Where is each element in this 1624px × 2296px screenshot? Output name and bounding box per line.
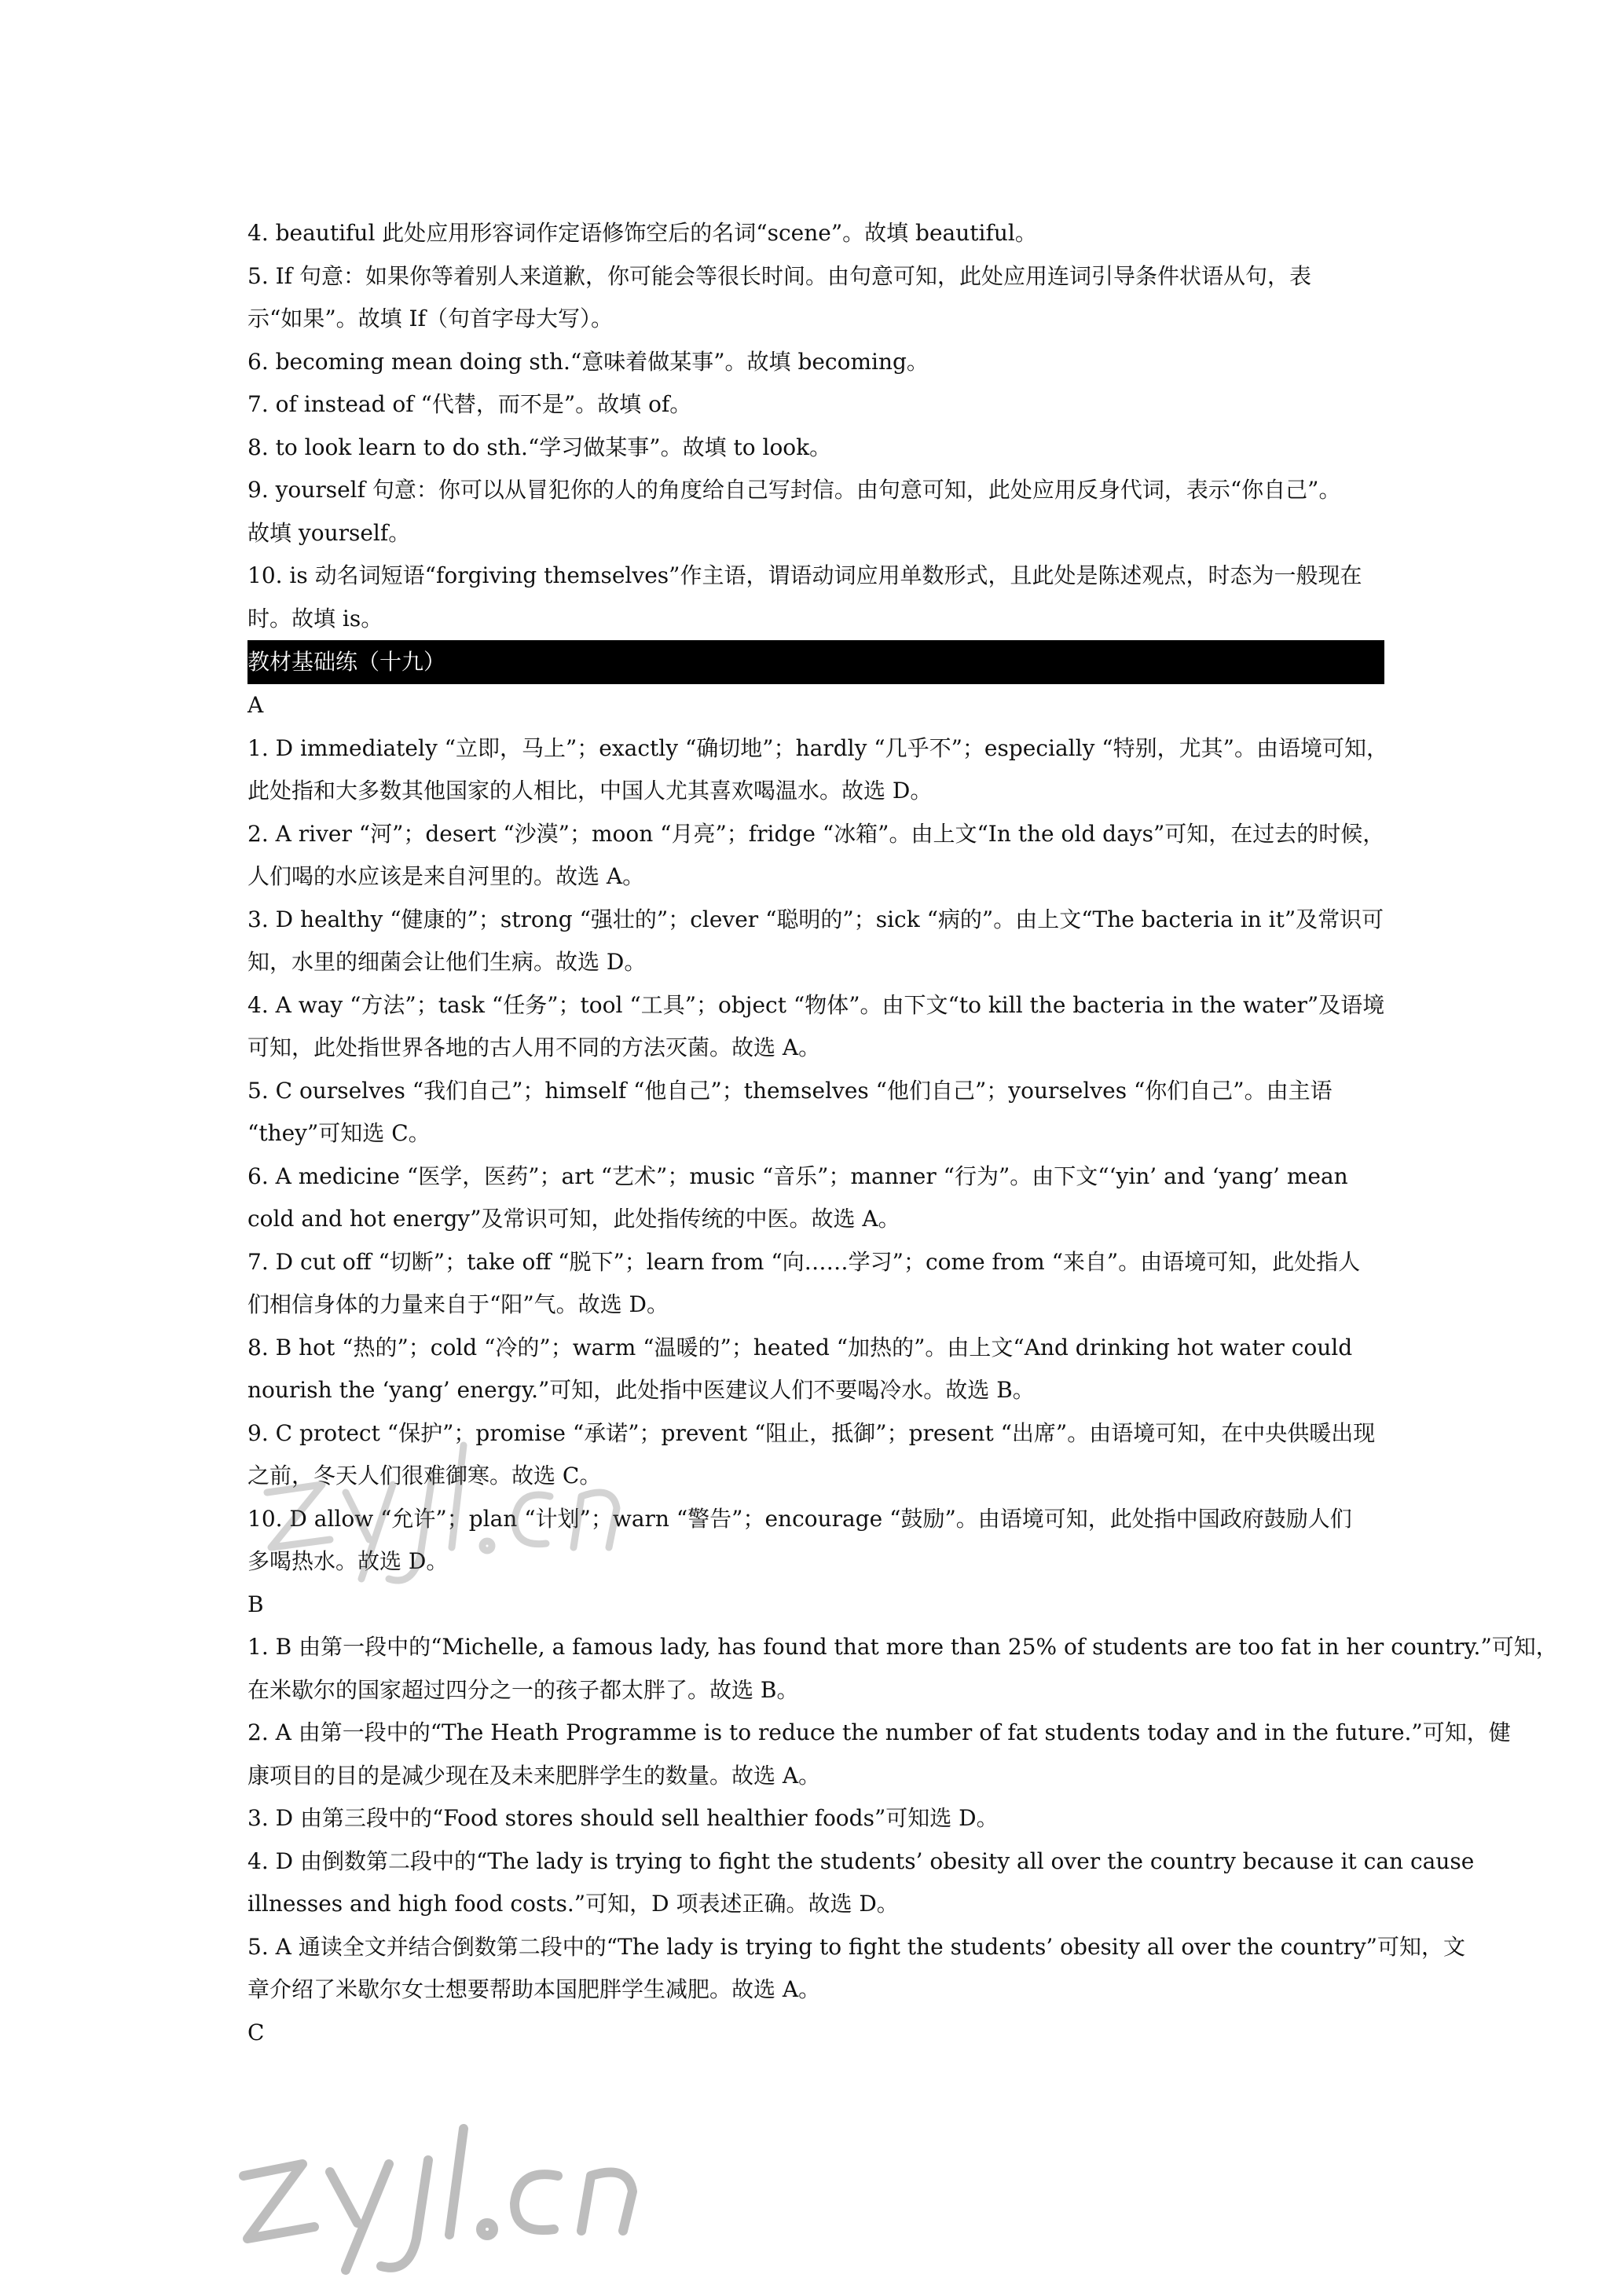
text-line: 1. B 由第一段中的“Michelle, a famous lady, has found that more than 25% of students are too fat in her country.”可知， [247,1634,1558,1660]
text-line: 人们喝的水应该是来自河里的。故选 A。 [247,863,645,889]
text-line: 6. A medicine “医学，医药”；art “艺术”；music “音乐”；manner “行为”。由下文“‘yin’ and ‘yang’ mean [247,1163,1348,1189]
text-line: 多喝热水。故选 D。 [247,1548,449,1574]
watermark-logo [251,1430,660,1602]
text-line: 时。故填 is。 [247,605,383,632]
text-line: 2. A river “河”；desert “沙漠”；moon “月亮”；fridge “冰箱”。由上文“In the old days”可知，在过去的时候， [247,820,1385,847]
text-line: 5. If 句意：如果你等着别人来道歉，你可能会等很长时间。由句意可知，此处应用连词引导条件状语从句，表 [247,262,1311,289]
text-line: 7. of instead of “代替，而不是”。故填 of。 [247,391,692,417]
text-line: 5. A 通读全文并结合倒数第二段中的“The lady is trying to fight the students’ obesity all over the country”可知，文 [247,1933,1465,1960]
text-line: 1. D immediately “立即，马上”；exactly “确切地”；hardly “几乎不”；especially “特别，尤其”。由语境可知， [247,734,1388,761]
text-line: “they”可知选 C。 [247,1120,431,1146]
text-line: 9. yourself 句意：你可以从冒犯你的人的角度给自己写封信。由句意可知，此处应用反身代词，表示“你自己”。 [247,477,1341,503]
text-line: 5. C ourselves “我们自己”；himself “他自己”；themselves “他们自己”；yourselves “你们自己”。由主语 [247,1077,1333,1104]
text-line: 章介绍了米歇尔女士想要帮助本国肥胖学生减肥。故选 A。 [247,1976,821,2002]
text-line: illnesses and high food costs.”可知，D 项表述正确。故选 D。 [247,1891,899,1917]
text-line: 2. A 由第一段中的“The Heath Programme is to reduce the number of fat students today and in the future.”可知，健 [247,1719,1511,1745]
text-line: 3. D healthy “健康的”；strong “强壮的”；clever “聪明的”；sick “病的”。由上文“The bacteria in it”及常识可 [247,906,1384,932]
text-line: 此处指和大多数其他国家的人相比，中国人尤其喜欢喝温水。故选 D。 [247,778,933,804]
answer-page [247,212,1558,2054]
text-line: 之前，冬天人们很难御寒。故选 C。 [247,1463,602,1489]
text-line: 康项目的目的是减少现在及未来肥胖学生的数量。故选 A。 [247,1762,821,1789]
text-line: 4. beautiful 此处应用形容词作定语修饰空后的名词“scene”。故填 beautiful。 [247,220,1037,246]
text-line: 可知，此处指世界各地的古人用不同的方法灭菌。故选 A。 [247,1034,821,1060]
text-line: 8. to look learn to do sth.“学习做某事”。故填 to look。 [247,434,832,460]
section-title: 教材基础练（十九） [247,649,446,675]
text-line: 3. D 由第三段中的“Food stores should sell healthier foods”可知选 D。 [247,1805,999,1831]
text-line: B [247,1591,264,1617]
text-line: 7. D cut off “切断”；take off “脱下”；learn from “向……学习”；come from “来自”。由语境可知，此处指人 [247,1248,1361,1275]
text-block-bottom [247,684,1558,2054]
section-title-bar [247,640,1384,684]
text-line: 示“如果”。故填 If（句首字母大写）。 [247,306,613,331]
text-block-top [247,212,1395,640]
text-line: 4. A way “方法”；task “任务”；tool “工具”；object “物体”。由下文“to kill the bacteria in the water”及语境 [247,991,1385,1018]
text-line: 9. C protect “保护”；promise “承诺”；prevent “阻止，抵御”；present “出席”。由语境可知，在中央供暖出现 [247,1419,1376,1446]
text-line: 们相信身体的力量来自于“阳”气。故选 D。 [247,1291,669,1317]
text-line: 10. D allow “允许”；plan “计划”；warn “警告”；encourage “鼓励”。由语境可知，此处指中国政府鼓励人们 [247,1505,1352,1532]
text-line: 4. D 由倒数第二段中的“The lady is trying to fight the students’ obesity all over the country because it can cause [247,1847,1475,1874]
text-line: 6. becoming mean doing sth.“意味着做某事”。故填 becoming。 [247,348,929,375]
text-line: 知，水里的细菌会让他们生病。故选 D。 [247,949,647,975]
text-line: 故填 yourself。 [247,519,411,546]
text-line: nourish the ‘yang’ energy.”可知，此处指中医建议人们不要喝冷水。故选 B。 [247,1377,1035,1403]
watermark-logo [228,2121,668,2278]
text-line: 在米歇尔的国家超过四分之一的孩子都太胖了。故选 B。 [247,1676,799,1703]
text-line: 8. B hot “热的”；cold “冷的”；warm “温暖的”；heated “加热的”。由上文“And drinking hot water could [247,1334,1353,1360]
text-line: 10. is 动名词短语“forgiving themselves”作主语，谓语动词应用单数形式，且此处是陈述观点，时态为一般现在 [247,562,1362,588]
text-line: C [247,2019,265,2045]
text-line: cold and hot energy”及常识可知，此处指传统的中医。故选 A。 [247,1206,900,1232]
text-line: A [247,692,264,718]
